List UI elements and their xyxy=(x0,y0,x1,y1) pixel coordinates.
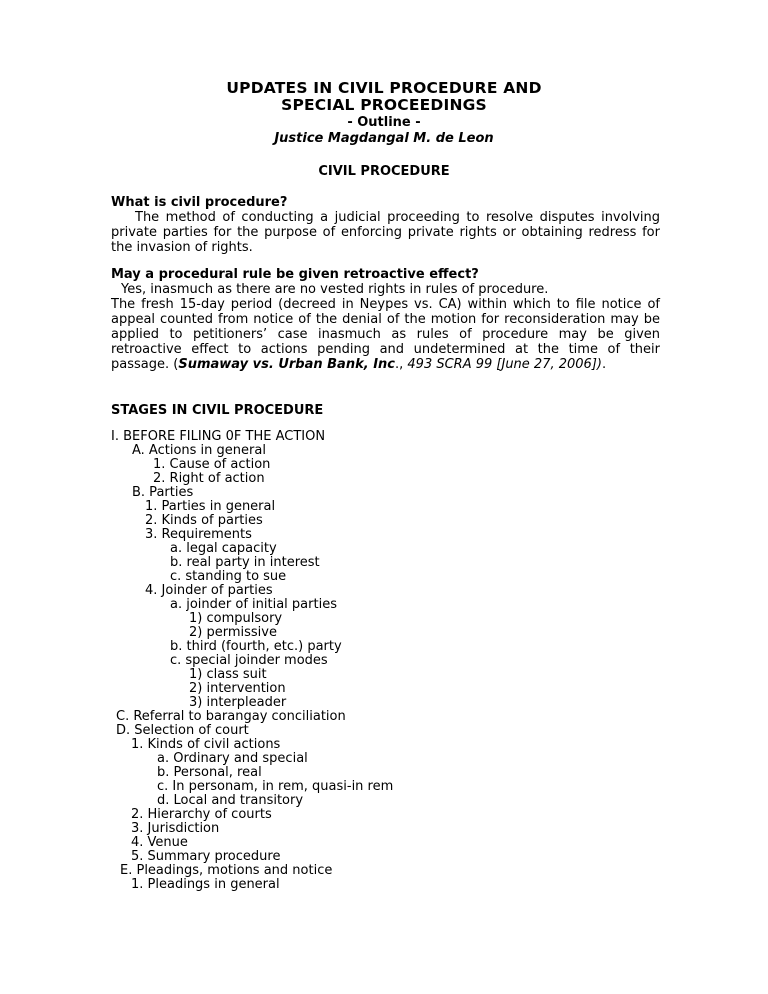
outline-item: 2. Hierarchy of courts xyxy=(131,807,272,822)
answer-2-body-text: The fresh 15-day period (decreed in Neypes vs. CA) within which to file notice of appeal counted from notice of the denial of the motion for reconsideration may be applied to petitioners’ case inasmuch as rules of procedure may be given retroactive effect to actions pending and undetermined at the time of their passage. ( xyxy=(111,297,660,372)
outline-item: A. Actions in general xyxy=(132,443,266,458)
outline-item: b. third (fourth, etc.) party xyxy=(170,639,342,654)
outline-item: 4. Joinder of parties xyxy=(145,583,273,598)
section-heading: CIVIL PROCEDURE xyxy=(318,164,450,179)
outline-item: a. Ordinary and special xyxy=(157,751,308,766)
outline-item: 3. Jurisdiction xyxy=(131,821,220,836)
outline-item: a. legal capacity xyxy=(170,541,277,556)
answer-2-end: . xyxy=(601,357,607,372)
stages-heading: STAGES IN CIVIL PROCEDURE xyxy=(111,403,324,418)
outline-item: b. Personal, real xyxy=(157,765,262,780)
outline-item: D. Selection of court xyxy=(116,723,249,738)
outline-item: C. Referral to barangay conciliation xyxy=(116,709,346,724)
outline-item: 1. Parties in general xyxy=(145,499,276,514)
case-separator: ., xyxy=(395,357,408,372)
outline-item: 1. Pleadings in general xyxy=(131,877,280,892)
outline-item: I. BEFORE FILING 0F THE ACTION xyxy=(111,429,326,444)
outline-item: 1. Kinds of civil actions xyxy=(131,737,281,752)
question-1: What is civil procedure? xyxy=(111,195,288,210)
case-name: Sumaway vs. Urban Bank, Inc xyxy=(178,357,395,372)
case-citation: 493 SCRA 99 [June 27, 2006]) xyxy=(407,357,602,372)
outline-item: 3. Requirements xyxy=(145,527,252,542)
outline-item: 1. Cause of action xyxy=(153,457,271,472)
outline-item: E. Pleadings, motions and notice xyxy=(120,863,333,878)
document-title-line2: SPECIAL PROCEEDINGS xyxy=(281,96,487,114)
question-2: May a procedural rule be given retroactive effect? xyxy=(111,267,479,282)
outline-item: B. Parties xyxy=(132,485,194,500)
document-title-line1: UPDATES IN CIVIL PROCEDURE AND xyxy=(226,79,542,97)
outline-item: a. joinder of initial parties xyxy=(170,597,337,612)
outline-item: c. special joinder modes xyxy=(170,653,328,668)
outline-item: 2. Right of action xyxy=(153,471,265,486)
outline-item: d. Local and transitory xyxy=(157,793,304,808)
outline-item: 1) class suit xyxy=(189,667,267,682)
outline-item: 2) permissive xyxy=(189,625,277,640)
answer-1 xyxy=(111,210,660,255)
document-author: Justice Magdangal M. de Leon xyxy=(274,131,494,146)
answer-2-line1: Yes, inasmuch as there are no vested rights in rules of procedure. xyxy=(121,282,549,297)
outline-item: c. standing to sue xyxy=(170,569,287,584)
outline-item: 2. Kinds of parties xyxy=(145,513,263,528)
outline-item: 5. Summary procedure xyxy=(131,849,281,864)
answer-2 xyxy=(111,282,660,372)
outline-item: 2) intervention xyxy=(189,681,286,696)
outline-item: 3) interpleader xyxy=(189,695,287,710)
answer-2-body xyxy=(111,297,660,372)
document-subtitle: - Outline - xyxy=(347,115,421,130)
answer-1-text: The method of conducting a judicial proceeding to resolve disputes involving private parties for the purpose of enforcing private rights or obtaining redress for the invasion of rights. xyxy=(111,210,660,255)
outline-item: b. real party in interest xyxy=(170,555,320,570)
outline-item: 1) compulsory xyxy=(189,611,283,626)
outline-item: c. In personam, in rem, quasi-in rem xyxy=(157,779,394,794)
outline-item: 4. Venue xyxy=(131,835,188,850)
